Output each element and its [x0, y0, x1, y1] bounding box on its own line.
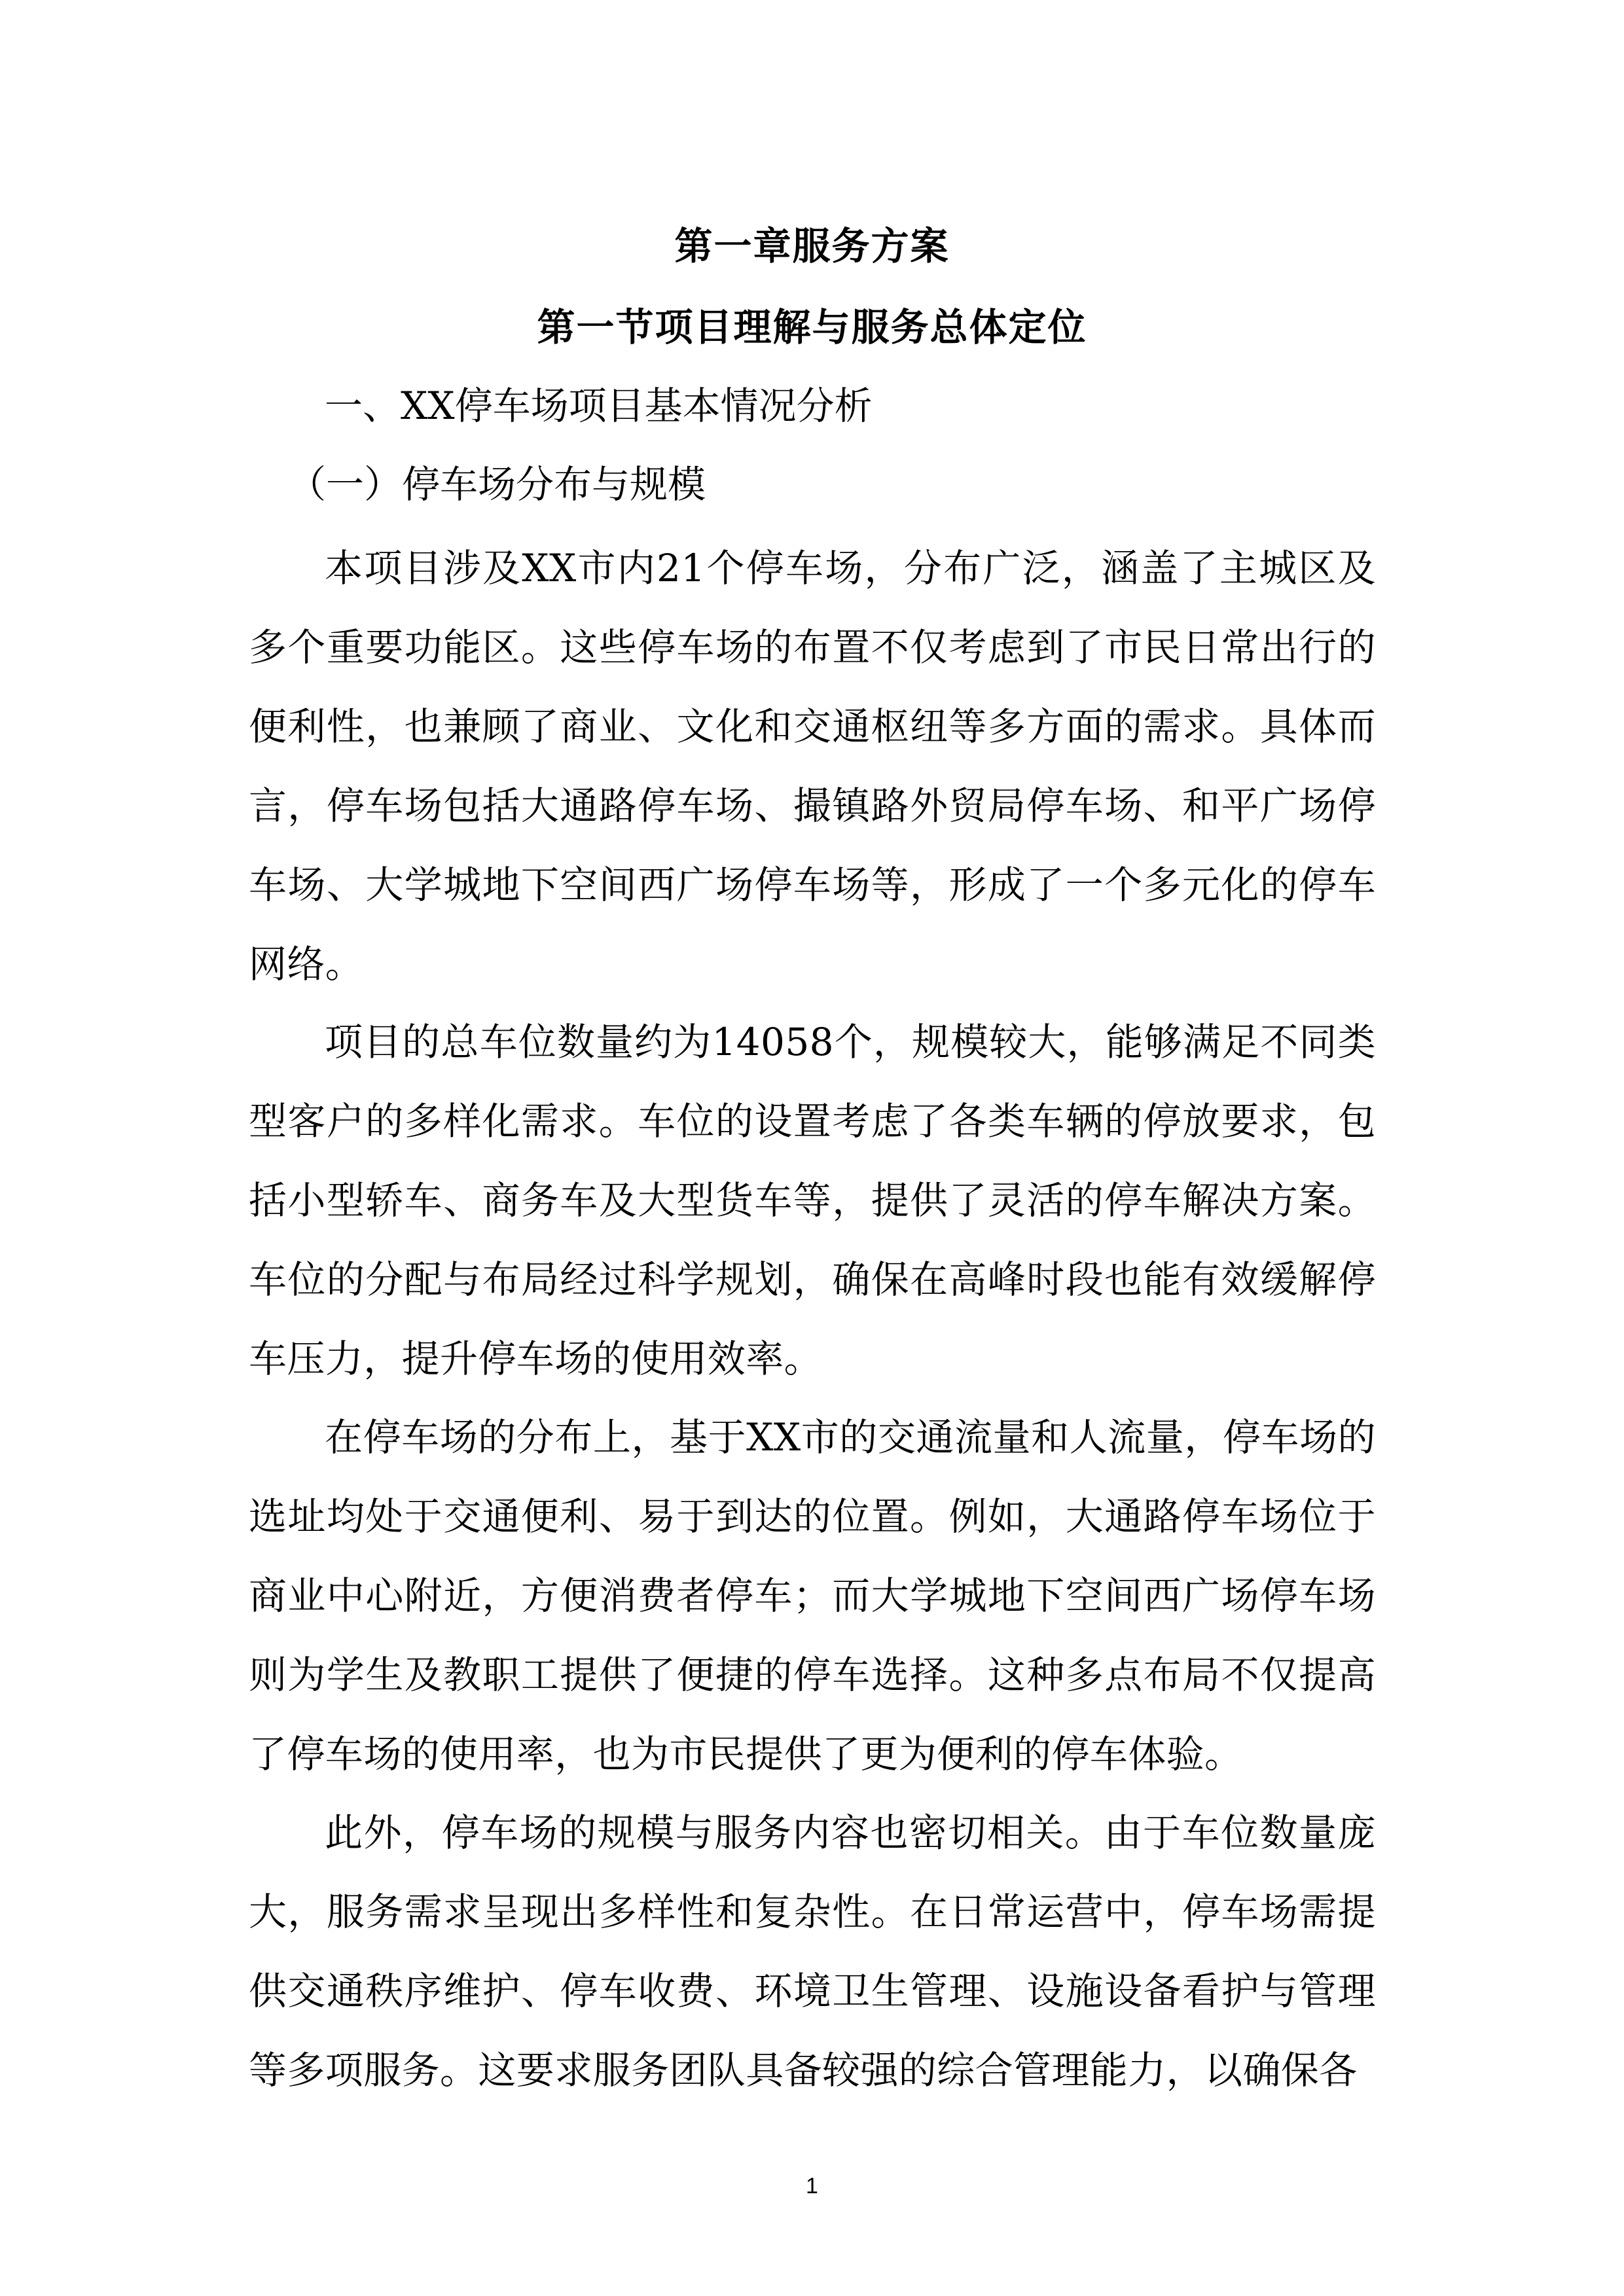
- paragraph-parking-capacity: 项目的总车位数量约为14058个，规模较大，能够满足不同类型客户的多样化需求。车位的设置考虑了各类车辆的停放要求，包括小型轿车、商务车及大型货车等，提供了灵活的停车解决方案。车位的分配与布局经过科学规划，确保在高峰时段也能有效缓解停车压力，提升停车场的使用效率。: [249, 1020, 1376, 1381]
- subsection-title: 一、XX停车场项目基本情况分析: [325, 384, 873, 428]
- paragraph-parking-location: 在停车场的分布上，基于XX市的交通流量和人流量，停车场的选址均处于交通便利、易于到达的位置。例如，大通路停车场位于商业中心附近，方便消费者停车；而大学城地下空间西广场停车场则为学生及教职工提供了便捷的停车选择。这种多点布局不仅提高了停车场的使用率，也为市民提供了更为便利的停车体验。: [249, 1415, 1376, 1776]
- paragraph-service-scope: 此外，停车场的规模与服务内容也密切相关。由于车位数量庞大，服务需求呈现出多样性和复杂性。在日常运营中，停车场需提供交通秩序维护、停车收费、环境卫生管理、设施设备看护与管理等多项服务。这要求服务团队具备较强的综合管理能力，以确保各: [249, 1810, 1376, 2092]
- section-title: 第一节项目理解与服务总体定位: [537, 305, 1087, 350]
- chapter-title: 第一章服务方案: [674, 224, 950, 268]
- sub-subsection-title: （一）停车场分布与规模: [288, 462, 706, 507]
- page-number: 1: [806, 2174, 818, 2198]
- paragraph-parking-distribution: 本项目涉及XX市内21个停车场，分布广泛，涵盖了主城区及多个重要功能区。这些停车场的布置不仅考虑到了市民日常出行的便利性，也兼顾了商业、文化和交通枢纽等多方面的需求。具体而言，停车场包括大通路停车场、撮镇路外贸局停车场、和平广场停车场、大学城地下空间西广场停车场等，形成了一个多元化的停车网络。: [249, 546, 1376, 986]
